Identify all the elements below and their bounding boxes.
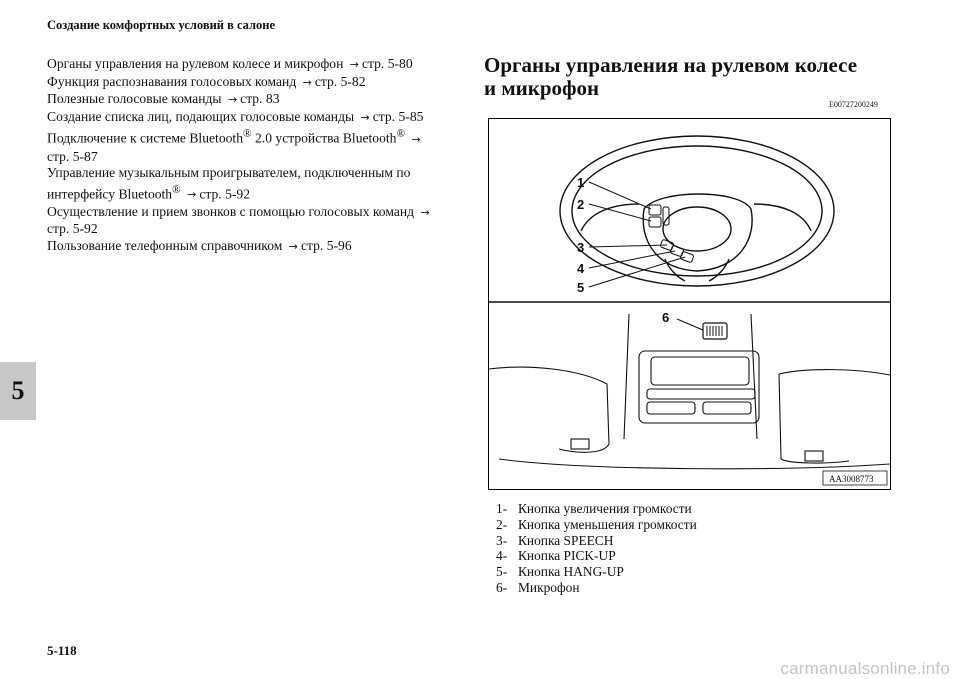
- legend-item: 6- Микрофон: [496, 579, 580, 595]
- callout-label: 4: [577, 261, 585, 276]
- section-title: Органы управления на рулевом колесе и микрофон: [484, 53, 858, 100]
- legend-item: 2- Кнопка уменьшения громкости: [496, 516, 697, 532]
- section-code: E00727200249: [829, 100, 878, 109]
- callout-label: 1: [577, 175, 585, 190]
- link-item[interactable]: Пользование телефонным справочником → стр. 5-96: [47, 238, 352, 253]
- link-item[interactable]: Создание списка лиц, подающих голосовые команды → стр. 5-85: [47, 108, 424, 124]
- arrow-icon: →: [302, 75, 312, 89]
- link-item[interactable]: Осуществление и прием звонков с помощью голосовых команд → стр. 5-92: [47, 203, 430, 237]
- callout-label: 2: [577, 197, 585, 212]
- steering-wheel-icon: [560, 136, 834, 286]
- arrow-icon: →: [227, 93, 238, 107]
- link-item[interactable]: Органы управления на рулевом колесе и микрофон → стр. 5-80: [47, 56, 413, 71]
- figure-legend: [496, 501, 697, 596]
- arrow-icon: →: [288, 240, 298, 253]
- arrow-icon: →: [349, 58, 359, 71]
- microphone-icon: [703, 323, 727, 339]
- legend-item: 4- Кнопка PICK-UP: [496, 548, 616, 564]
- callout-label: 3: [577, 240, 585, 255]
- related-links: [47, 56, 447, 256]
- page-number: 5-118: [47, 643, 77, 658]
- arrow-icon: →: [411, 132, 421, 146]
- overhead-console: [489, 314, 890, 469]
- link-item[interactable]: Функция распознавания голосовых команд → стр. 5-82: [47, 73, 366, 89]
- callout-label: 6: [662, 310, 670, 325]
- figure-illustration: [489, 119, 890, 489]
- arrow-icon: →: [360, 110, 370, 124]
- link-item[interactable]: Полезные голосовые команды → стр. 83: [47, 91, 280, 107]
- legend-item: 3- Кнопка SPEECH: [496, 532, 614, 548]
- chapter-tab: 5: [0, 362, 36, 420]
- figure-code: AA3008773: [829, 474, 874, 484]
- link-item[interactable]: Подключение к системе Bluetooth® 2.0 устройства Bluetooth® → стр. 5-87: [47, 128, 421, 164]
- link-item[interactable]: Управление музыкальным проигрывателем, подключенным по интерфейсу Bluetooth® → стр. 5-92: [47, 165, 411, 202]
- arrow-icon: →: [420, 205, 430, 219]
- callout-label: 5: [577, 280, 585, 295]
- arrow-icon: →: [187, 188, 197, 202]
- legend-item: 1- Кнопка увеличения громкости: [496, 501, 692, 516]
- legend-item: 5- Кнопка HANG-UP: [496, 564, 624, 580]
- steering-wheel-figure: [488, 118, 891, 490]
- watermark: carmanualsonline.info: [780, 659, 950, 678]
- page-header: Создание комфортных условий в салоне: [47, 18, 276, 32]
